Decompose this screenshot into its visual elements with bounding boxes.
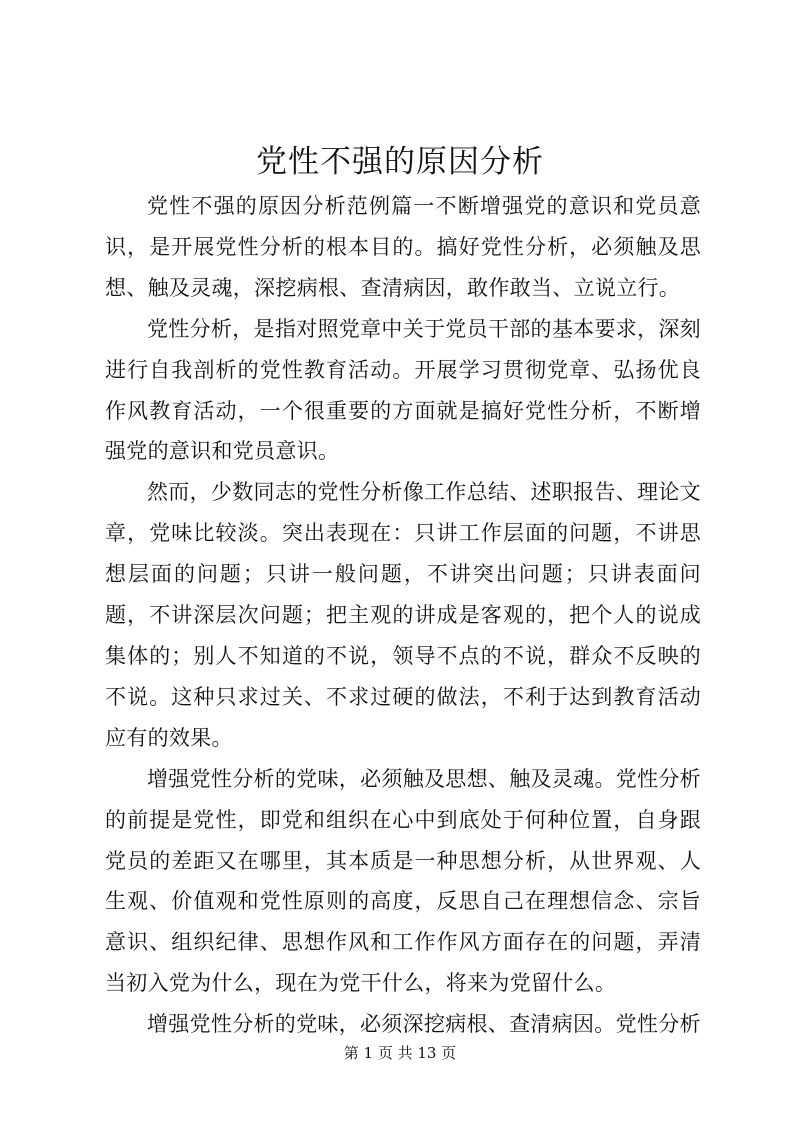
paragraph: 增强党性分析的党味，必须触及思想、触及灵魂。党性分析的前提是党性，即党和组织在心中到底处于何种位置，自身跟党员的差距又在哪里，其本质是一种思想分析，从世界观、人生观、价值观和党性原则的高度，反思自己在理想信念、宗旨意识、组织纪律、思想作风和工作作风方面存在的问题，弄清当初入党为什么，现在为党干什么，将来为党留什么。 [105,766,701,996]
document-body [105,186,701,1045]
document-title: 党性不强的原因分析 [256,144,544,180]
paragraph: 然而，少数同志的党性分析像工作总结、述职报告、理论文章，党味比较淡。突出表现在：只讲工作层面的问题，不讲思想层面的问题；只讲一般问题，不讲突出问题；只讲表面问题，不讲深层次问题；把主观的讲成是客观的，把个人的说成集体的；别人不知道的不说，领导不点的不说，群众不反映的不说。这种只求过关、不求过硬的做法，不利于达到教育活动应有的效果。 [105,480,701,750]
page-number-footer: 第 1 页 共 13 页 [343,1044,457,1062]
paragraph: 增强党性分析的党味，必须深挖病根、查清病因。党性分析 [147,1012,701,1037]
paragraph: 党性不强的原因分析范例篇一不断增强党的意识和党员意识，是开展党性分析的根本目的。搞好党性分析，必须触及思想、触及灵魂，深挖病根、查清病因，敢作敢当、立说立行。 [105,194,701,300]
paragraph: 党性分析，是指对照党章中关于党员干部的基本要求，深刻进行自我剖析的党性教育活动。开展学习贯彻党章、弘扬优良作风教育活动，一个很重要的方面就是搞好党性分析，不断增强党的意识和党员意识。 [105,316,701,464]
